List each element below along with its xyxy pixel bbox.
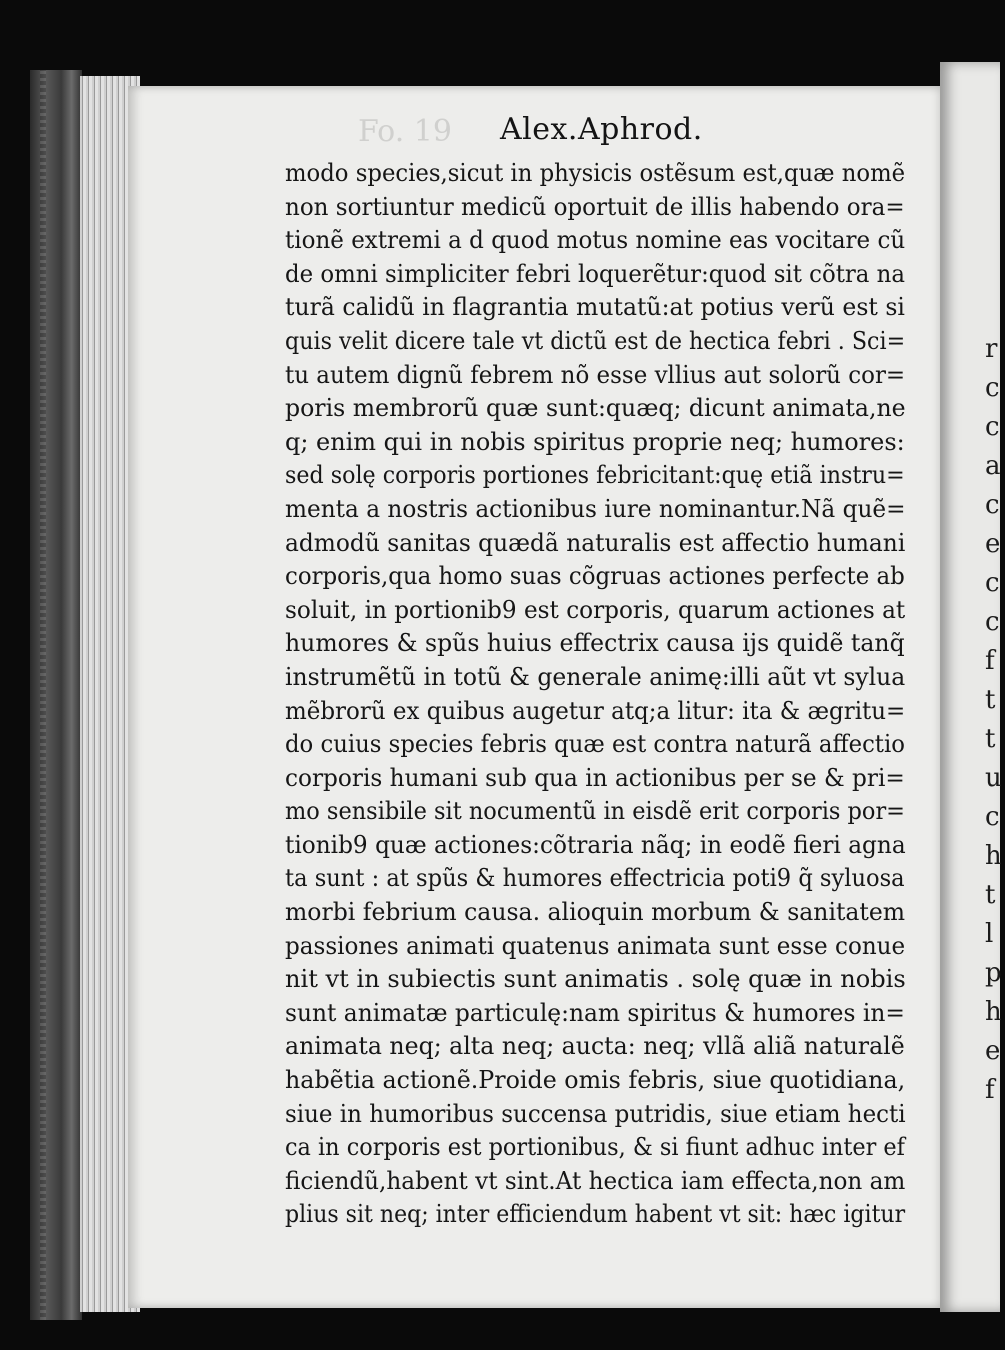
text-line: habẽtia actionẽ.Proide omis febris, siue quotidiana, [285,1065,906,1095]
facing-letter: c [985,568,1000,598]
text-line: tionẽ extremi a d quod motus nomine eas vocitare cũ [285,225,906,255]
facing-letter: h [985,841,1002,871]
show-through-folio: Fo. 19 [358,114,452,149]
facing-letter: t [985,880,996,910]
text-line: menta a nostris actionibus iure nominantur.Nã quẽ= [285,493,906,523]
facing-letter: t [985,685,996,715]
running-head: Alex.Aphrod. [500,112,703,147]
text-line: do cuius species febris quæ est contra naturã affectio [285,729,905,759]
text-line: ta sunt : at spũs & humores effectricia poti9 q̃ syluosa [285,863,905,893]
text-line: plius sit neq; inter efficiendum habent vt sit: hæc igitur [285,1199,906,1229]
facing-letter: c [985,412,1000,442]
facing-letter: t [985,724,996,754]
text-line: siue in humoribus succensa putridis, siue etiam hecti [285,1098,906,1128]
text-line: tionib9 quæ actiones:cõtraria nãq; in eodẽ fieri agna [285,829,906,859]
facing-letter: e [985,529,1001,559]
facing-letter: a [985,451,1001,481]
facing-letter: c [985,607,1000,637]
text-line: animata neq; alta neq; aucta: neq; vllã aliã naturalẽ [285,1031,905,1061]
text-line: ficiendũ,habent vt sint.At hectica iam effecta,non am [285,1165,906,1195]
facing-letter: c [985,373,1000,403]
facing-letter: h [985,997,1002,1027]
text-line: de omni simpliciter febri loquerẽtur:quod sit cõtra na [285,258,905,288]
text-line: corporis,qua homo suas cõgruas actiones perfecte ab [285,561,905,591]
text-line: quis velit dicere tale vt dictũ est de hectica febri . Sci= [285,325,906,355]
facing-letter: p [985,958,1002,988]
text-line: poris membrorũ quæ sunt:quæq; dicunt animata,ne [285,393,906,423]
text-line: instrumẽtũ in totũ & generale animę:illi aũt vt sylua [285,661,906,691]
text-line: humores & spũs huius effectrix causa ijs quidẽ tanq̃ [285,628,905,658]
text-line: morbi febrium causa. alioquin morbum & sanitatem [285,897,906,927]
text-line: admodũ sanitas quædã naturalis est affectio humani [285,527,906,557]
facing-letter: r [985,334,998,364]
text-line: nit vt in subiectis sunt animatis . solę quæ in nobis [285,964,906,994]
facing-letter: l [985,919,994,949]
text-line: non sortiuntur medicũ oportuit de illis habendo ora= [285,191,905,221]
text-line: ca in corporis est portionibus, & si fiunt adhuc inter ef [285,1132,905,1162]
text-line: passiones animati quatenus animata sunt esse conue [285,930,906,960]
facing-letter: c [985,802,1000,832]
text-line: sed solę corporis portiones febricitant:quę etiã instru= [285,460,905,490]
text-line: soluit, in portionib9 est corporis, quarum actiones at [285,594,906,624]
text-line: turã calidũ in flagrantia mutatũ:at potius verũ est si [285,292,905,322]
facing-letter: u [985,763,1002,793]
facing-letter: e [985,1036,1001,1066]
text-line: sunt animatæ particulę:nam spiritus & humores in= [285,997,905,1027]
text-line: mẽbrorũ ex quibus augetur atq;a litur: ita & ægritu= [285,695,906,725]
facing-page-letters [985,330,1005,1110]
text-line: tu autem dignũ febrem nõ esse vllius aut solorũ cor= [285,359,906,389]
text-line: mo sensibile sit nocumentũ in eisdẽ erit corporis por= [285,796,905,826]
text-line: q; enim qui in nobis spiritus proprie neq; humores: [285,426,905,456]
main-text [285,156,905,1231]
facing-letter: f [985,646,995,676]
facing-letter: f [985,1075,995,1105]
facing-letter: c [985,490,1000,520]
binding-board [30,70,82,1320]
text-line: corporis humani sub qua in actionibus per se & pri= [285,762,905,792]
text-line: modo species,sicut in physicis ostẽsum est,quæ nomẽ [285,158,906,187]
